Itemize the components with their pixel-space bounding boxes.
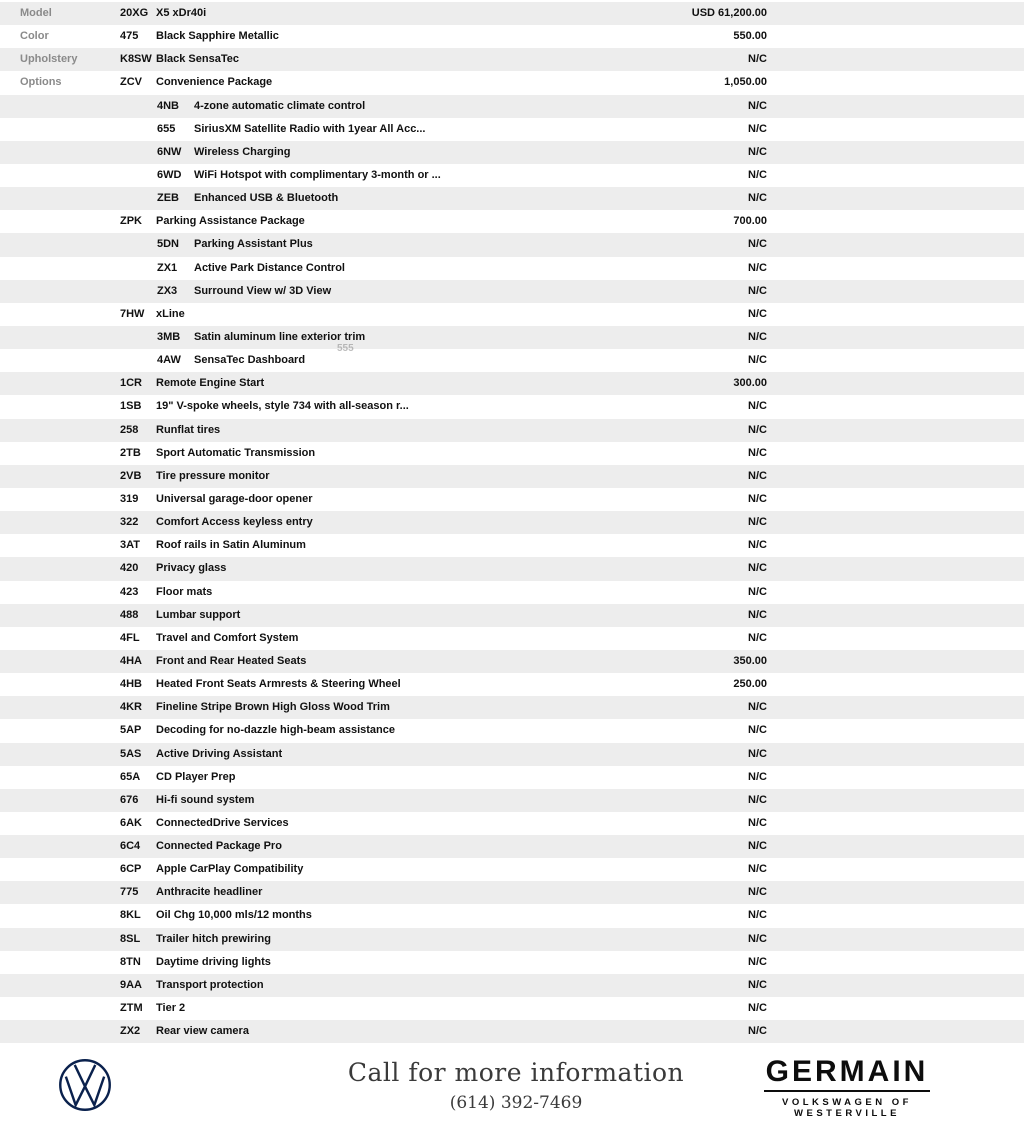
option-price: N/C [748,631,767,644]
table-row [0,118,1024,141]
option-code: 7HW [120,307,145,320]
option-price: N/C [748,585,767,598]
option-code: 8SL [120,932,141,945]
table-row [0,442,1024,465]
table-row [0,650,1024,673]
row-label: Color [20,30,49,43]
table-row [0,187,1024,210]
option-code: 65A [120,770,141,783]
table-row [0,696,1024,719]
table-row [0,951,1024,974]
option-description: Wireless Charging [194,145,291,158]
table-row [0,2,1024,25]
option-code: 322 [120,516,139,529]
option-price: N/C [748,793,767,806]
table-row [0,303,1024,326]
table-row [0,812,1024,835]
table-row [0,719,1024,742]
option-description: CD Player Prep [156,770,236,783]
option-price: N/C [748,469,767,482]
option-description: Remote Engine Start [156,377,265,390]
option-price: N/C [748,1002,767,1015]
option-code: 4HB [120,678,143,691]
option-code: 1SB [120,400,142,413]
table-row [0,164,1024,187]
option-price: 250.00 [733,678,767,691]
option-code: 655 [157,122,176,135]
option-description: Anthracite headliner [156,886,263,899]
option-price: 300.00 [733,377,767,390]
option-price: N/C [748,284,767,297]
option-description: Parking Assistance Package [156,215,305,228]
option-code: 319 [120,492,139,505]
table-row [0,280,1024,303]
option-description: Surround View w/ 3D View [194,284,332,297]
option-code: 423 [120,585,139,598]
option-code: 4NB [157,99,180,112]
option-code: 775 [120,886,139,899]
option-description: Privacy glass [156,562,227,575]
option-description: Sport Automatic Transmission [156,446,316,459]
option-code: 9AA [120,978,143,991]
option-code: 3MB [157,330,181,343]
option-price: N/C [748,608,767,621]
option-description: Travel and Comfort System [156,631,299,644]
dealer-subtitle: VOLKSWAGEN OF WESTERVILLE [782,1097,912,1119]
option-description: Active Park Distance Control [194,261,345,274]
option-price: N/C [748,99,767,112]
table-row [0,858,1024,881]
table-row [0,627,1024,650]
table-row [0,1020,1024,1043]
option-price: N/C [748,261,767,274]
table-row [0,465,1024,488]
option-description: Lumbar support [156,608,241,621]
footer [0,1044,1024,1136]
option-code: K8SW [120,53,152,66]
table-row [0,904,1024,927]
option-price: N/C [748,53,767,66]
option-description: WiFi Hotspot with complimentary 3-month or ... [194,168,441,181]
option-price: N/C [748,816,767,829]
option-code: 5DN [157,238,180,251]
option-price: N/C [748,909,767,922]
option-code: ZX3 [157,284,178,297]
option-price: N/C [748,423,767,436]
option-price: N/C [748,701,767,714]
table-row [0,95,1024,118]
option-description: Hi-fi sound system [156,793,255,806]
table-row [0,71,1024,94]
table-row [0,349,1024,372]
option-price: N/C [748,330,767,343]
option-price: N/C [748,354,767,367]
option-price: N/C [748,747,767,760]
option-price: 700.00 [733,215,767,228]
option-price: N/C [748,539,767,552]
option-description: Decoding for no-dazzle high-beam assistance [156,724,395,737]
option-price: N/C [748,724,767,737]
option-code: ZTM [120,1002,143,1015]
option-price: N/C [748,840,767,853]
option-description: xLine [156,307,185,320]
option-description: Fineline Stripe Brown High Gloss Wood Trim [156,701,390,714]
table-row [0,789,1024,812]
option-code: 6C4 [120,840,141,853]
option-description: Runflat tires [156,423,221,436]
option-code: 6NW [157,145,182,158]
option-code: 20XG [120,7,149,19]
germain-logo [740,1056,954,1119]
table-row [0,233,1024,256]
table-row [0,419,1024,442]
option-code: 2TB [120,446,141,459]
option-description: SiriusXM Satellite Radio with 1year All Acc... [194,122,426,135]
option-price: N/C [748,492,767,505]
option-price: N/C [748,307,767,320]
call-to-action [336,1058,696,1113]
table-row [0,835,1024,858]
option-price: N/C [748,192,767,205]
option-code: ZX1 [157,261,178,274]
option-code: 1CR [120,377,143,390]
row-label: Upholstery [20,53,78,66]
option-description: Tire pressure monitor [156,469,270,482]
option-code: 6CP [120,863,142,876]
option-price: N/C [748,238,767,251]
options-table [0,2,1024,1043]
table-row [0,881,1024,904]
table-row [0,581,1024,604]
table-row [0,743,1024,766]
option-price: N/C [748,516,767,529]
row-label: Model [20,7,52,19]
option-code: ZX2 [120,1025,141,1038]
phone-number: (614) 392-7469 [449,1093,583,1113]
table-row [0,488,1024,511]
option-code: 4HA [120,654,143,667]
option-description: Daytime driving lights [156,955,271,968]
option-code: 4KR [120,701,143,714]
table-row [0,928,1024,951]
option-description: Rear view camera [156,1025,249,1038]
option-code: 6WD [157,168,182,181]
option-description: Front and Rear Heated Seats [156,654,307,667]
table-row [0,604,1024,627]
option-code: 3AT [120,539,140,552]
option-price: 1,050.00 [724,76,767,89]
option-description: Heated Front Seats Armrests & Steering Wheel [156,678,401,691]
option-code: 420 [120,562,139,575]
option-description: Connected Package Pro [156,840,282,853]
option-description: Apple CarPlay Compatibility [156,863,304,876]
option-code: 2VB [120,469,142,482]
table-row [0,974,1024,997]
option-price: N/C [748,932,767,945]
row-label: Options [20,76,62,89]
option-price: N/C [748,978,767,991]
option-price: 350.00 [733,654,767,667]
option-price: 550.00 [733,30,767,43]
option-code: 8TN [120,955,141,968]
call-text: Call for more information [347,1058,685,1087]
option-description: Tier 2 [156,1002,186,1015]
option-code: 5AS [120,747,142,760]
option-code: 6AK [120,816,143,829]
option-description: Roof rails in Satin Aluminum [156,539,306,552]
option-description: Black SensaTec [156,53,239,66]
option-description: Parking Assistant Plus [194,238,313,251]
option-price: N/C [748,770,767,783]
table-row [0,395,1024,418]
option-description: Convenience Package [156,76,273,89]
table-row [0,673,1024,696]
option-description: Comfort Access keyless entry [156,516,313,529]
option-description: Active Driving Assistant [156,747,283,760]
option-price: N/C [748,955,767,968]
table-row [0,326,1024,349]
table-row [0,997,1024,1020]
vw-logo-icon [57,1057,113,1113]
option-description: Oil Chg 10,000 mls/12 months [156,909,312,922]
table-row [0,557,1024,580]
option-description: Enhanced USB & Bluetooth [194,192,339,205]
option-description: 4-zone automatic climate control [194,99,366,112]
table-row [0,48,1024,71]
option-description: SensaTec Dashboard [194,354,306,367]
option-code: ZCV [120,76,142,89]
option-price: N/C [748,1025,767,1038]
option-description: Transport protection [156,978,264,991]
table-row [0,25,1024,48]
option-price: N/C [748,562,767,575]
option-price: N/C [748,168,767,181]
option-code: 475 [120,30,139,43]
table-row [0,372,1024,395]
table-row [0,210,1024,233]
option-code: 5AP [120,724,142,737]
option-code: 4FL [120,631,140,644]
option-price: N/C [748,863,767,876]
option-description: Satin aluminum line exterior trim [194,330,366,343]
option-code: 676 [120,793,139,806]
dealer-name: GERMAIN [764,1056,931,1092]
option-description: Universal garage-door opener [156,492,313,505]
option-description: Trailer hitch prewiring [156,932,271,945]
option-price: N/C [748,446,767,459]
option-code: ZEB [157,192,179,205]
watermark-text: 555 [337,343,354,354]
option-price: N/C [748,122,767,135]
table-row [0,766,1024,789]
option-description: 19" V-spoke wheels, style 734 with all-season r... [156,400,409,413]
option-description: X5 xDr40i [156,7,207,19]
option-code: 258 [120,423,139,436]
table-row [0,141,1024,164]
option-description: ConnectedDrive Services [156,816,289,829]
option-code: 488 [120,608,139,621]
table-row [0,257,1024,280]
option-description: Floor mats [156,585,213,598]
option-code: ZPK [120,215,142,228]
table-row [0,511,1024,534]
option-price: N/C [748,145,767,158]
option-price: N/C [748,886,767,899]
option-price: N/C [748,400,767,413]
option-price: USD 61,200.00 [691,7,767,19]
table-row [0,534,1024,557]
option-code: 4AW [157,354,181,367]
option-description: Black Sapphire Metallic [156,30,279,43]
option-code: 8KL [120,909,141,922]
